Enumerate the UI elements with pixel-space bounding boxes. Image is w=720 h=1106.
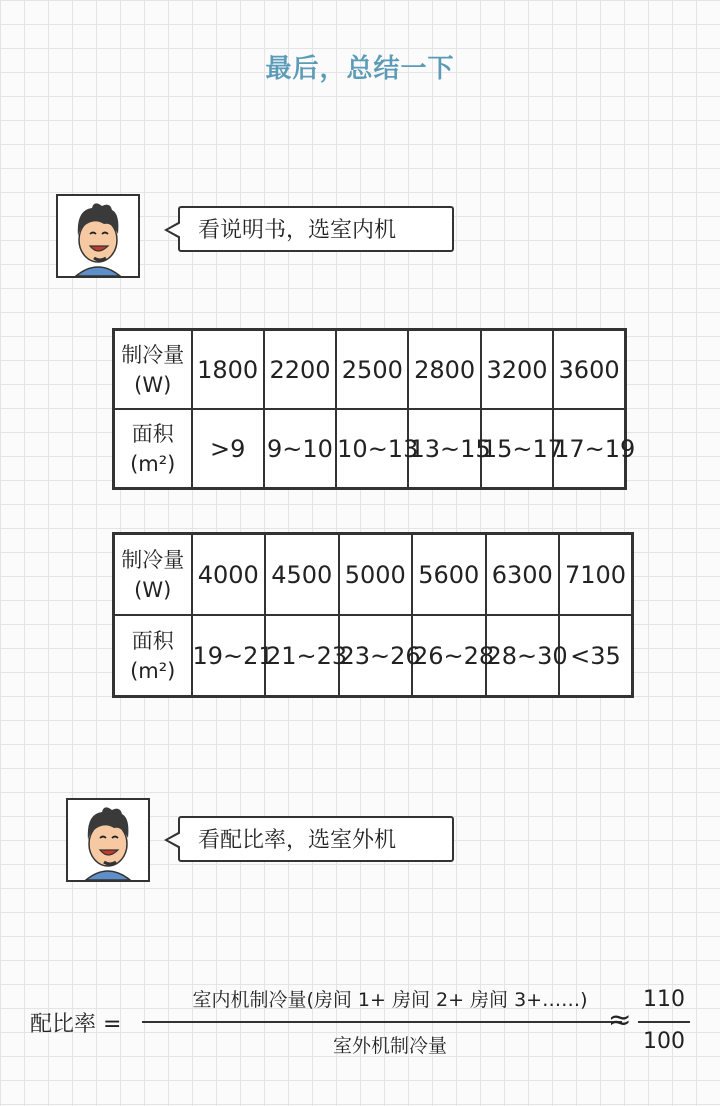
table-cell: 4500 [265, 534, 339, 616]
ratio-denominator: 100 [643, 1029, 685, 1054]
row-label-text: 制冷量 [121, 547, 185, 572]
table-cell: 17~19 [553, 409, 625, 489]
table-cell: >9 [192, 409, 264, 489]
table-cell: 9~10 [264, 409, 336, 489]
table-row-power [114, 330, 626, 410]
ratio-fraction-bar [638, 1021, 690, 1023]
table-row-area [114, 615, 633, 697]
ratio-formula [30, 985, 700, 1065]
table-cell: 2200 [264, 330, 336, 410]
table-cell: 1800 [192, 330, 264, 410]
avatar-man [56, 194, 140, 278]
man-face-icon [58, 196, 138, 276]
row-label-text: 制冷量 [121, 342, 185, 367]
row-label-unit: (W) [134, 577, 172, 602]
ratio-numerator: 110 [643, 987, 685, 1012]
row-label-unit: (W) [134, 372, 172, 397]
spec-table-2 [112, 532, 634, 698]
avatar-man [66, 798, 150, 882]
row-label-area [114, 409, 192, 489]
table-cell: 10~13 [336, 409, 408, 489]
table-cell: 5600 [412, 534, 486, 616]
row-label-power [114, 534, 192, 616]
page-title: 最后，总结一下 [265, 54, 455, 84]
table-cell: 15~17 [481, 409, 553, 489]
table-cell: 6300 [486, 534, 560, 616]
table-cell: 19~21 [192, 615, 266, 697]
table-cell: 23~26 [339, 615, 413, 697]
row-label-area [114, 615, 192, 697]
table-cell: 26~28 [412, 615, 486, 697]
table-cell: 2800 [408, 330, 480, 410]
table-row-area [114, 409, 626, 489]
approx-sign: ≈ [608, 1003, 632, 1036]
formula-numerator: 室内机制冷量(房间 1+ 房间 2+ 房间 3+……) [192, 989, 588, 1011]
table-cell: 28~30 [486, 615, 560, 697]
table-cell: 3600 [553, 330, 625, 410]
formula-denominator: 室外机制冷量 [332, 1035, 447, 1057]
table-cell: 2500 [336, 330, 408, 410]
row-label-text: 面积 [131, 421, 174, 446]
table-cell: 3200 [481, 330, 553, 410]
row-label-unit: (m²) [130, 451, 176, 476]
table-cell: 7100 [559, 534, 633, 616]
row-label-text: 面积 [131, 628, 174, 653]
row-label-unit: (m²) [130, 658, 176, 683]
table-cell: 21~23 [265, 615, 339, 697]
table-cell: 13~15 [408, 409, 480, 489]
fraction-bar [142, 1021, 622, 1023]
table-cell: <35 [559, 615, 633, 697]
row-label-power [114, 330, 192, 410]
table-row-power [114, 534, 633, 616]
speech-bubble-indoor: 看说明书，选室内机 [178, 206, 454, 252]
man-face-icon [68, 800, 148, 880]
speech-bubble-outdoor: 看配比率，选室外机 [178, 816, 454, 862]
table-cell: 5000 [339, 534, 413, 616]
spec-table-1 [112, 328, 636, 490]
table-cell: 4000 [192, 534, 266, 616]
formula-label: 配比率 = [30, 1012, 122, 1037]
